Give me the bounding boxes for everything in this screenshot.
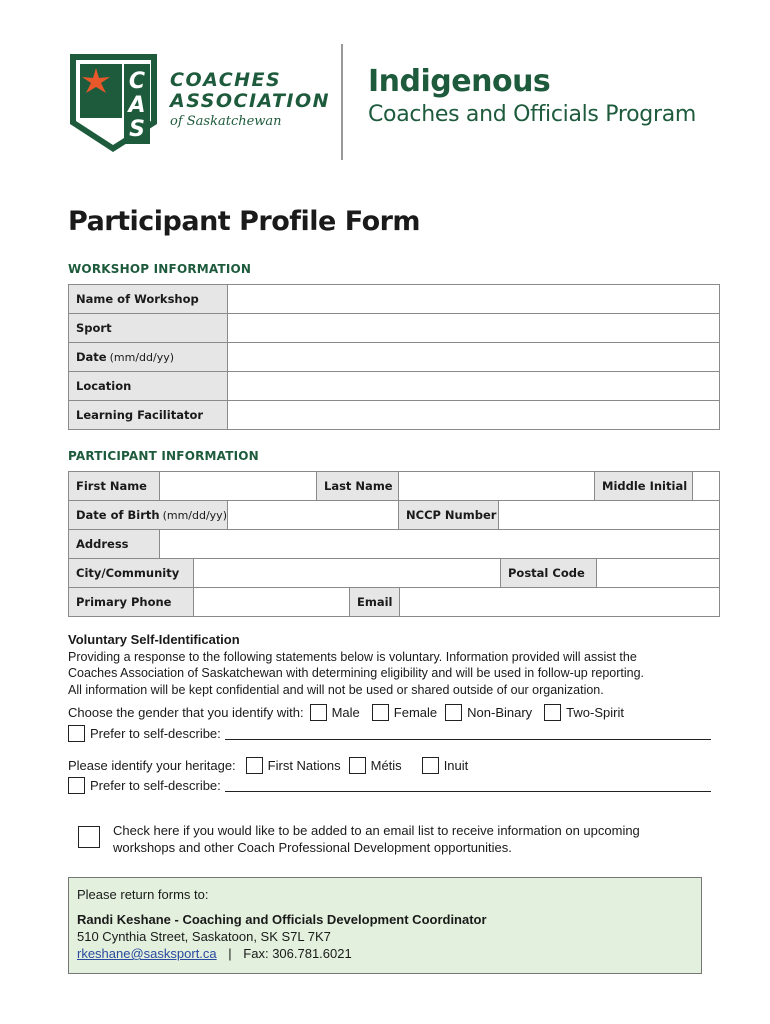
city-field[interactable]	[194, 559, 501, 588]
self-describe-label: Prefer to self-describe:	[90, 778, 221, 793]
phone-field[interactable]	[194, 588, 350, 617]
postal-code-label: Postal Code	[501, 559, 597, 588]
date-field[interactable]	[228, 343, 720, 372]
city-label: City/Community	[69, 559, 194, 588]
workshop-name-label: Name of Workshop	[69, 285, 228, 314]
last-name-label: Last Name	[317, 472, 399, 501]
address-field[interactable]	[160, 530, 720, 559]
heritage-self-describe	[68, 777, 711, 794]
table-row	[69, 314, 720, 343]
participant-heading: PARTICIPANT INFORMATION	[68, 449, 259, 463]
first-nations-checkbox[interactable]	[246, 757, 263, 774]
dob-field[interactable]	[228, 501, 399, 530]
table-row	[69, 472, 720, 501]
self-id-heading: Voluntary Self-Identification	[68, 632, 240, 647]
workshop-table	[68, 284, 720, 430]
table-row	[69, 501, 720, 530]
contact-name: Randi Keshane - Coaching and Officials Development Coordinator	[77, 912, 487, 927]
workshop-name-field[interactable]	[228, 285, 720, 314]
return-intro: Please return forms to:	[77, 887, 209, 902]
non-binary-checkbox[interactable]	[445, 704, 462, 721]
first-nations-label: First Nations	[267, 758, 341, 773]
first-name-label: First Name	[69, 472, 160, 501]
self-id-paragraph-line: Coaches Association of Saskatchewan with determining eligibility and will be used in follow-up reporting.	[68, 666, 645, 680]
address-label: Address	[69, 530, 160, 559]
metis-label: Métis	[370, 758, 402, 773]
male-label: Male	[331, 705, 360, 720]
contact-fax: Fax: 306.781.6021	[243, 946, 352, 961]
contact-address: 510 Cynthia Street, Saskatoon, SK S7L 7K7	[77, 929, 331, 944]
self-id-section	[68, 632, 644, 698]
metis-checkbox[interactable]	[349, 757, 366, 774]
non-binary-label: Non-Binary	[467, 705, 533, 720]
heritage-prompt: Please identify your heritage:	[68, 758, 236, 773]
facilitator-label: Learning Facilitator	[69, 401, 228, 430]
return-info-box	[68, 877, 702, 974]
heritage-self-describe-line[interactable]	[225, 780, 711, 792]
phone-label: Primary Phone	[69, 588, 194, 617]
middle-initial-label: Middle Initial	[595, 472, 693, 501]
form-title: Participant Profile Form	[68, 206, 421, 237]
svg-text:C: C	[128, 69, 146, 94]
contact-email-link[interactable]: rkeshane@sasksport.ca	[77, 946, 217, 961]
email-label: Email	[350, 588, 400, 617]
location-field[interactable]	[228, 372, 720, 401]
postal-code-field[interactable]	[597, 559, 720, 588]
gender-self-describe-line[interactable]	[225, 728, 711, 740]
inuit-label: Inuit	[443, 758, 469, 773]
sport-field[interactable]	[228, 314, 720, 343]
table-row	[69, 285, 720, 314]
header-divider	[341, 44, 343, 160]
self-id-paragraph-line: All information will be kept confidential and will not be used or shared outside of our organization.	[68, 682, 604, 697]
female-checkbox[interactable]	[372, 704, 389, 721]
gender-question	[68, 704, 624, 721]
gender-prompt: Choose the gender that you identify with:	[68, 705, 304, 720]
table-row	[69, 588, 720, 617]
cas-logo	[66, 50, 161, 156]
two-spirit-label: Two-Spirit	[566, 705, 624, 720]
inuit-checkbox[interactable]	[422, 757, 439, 774]
org-subtitle: of Saskatchewan	[170, 114, 282, 129]
program-subtitle: Coaches and Officials Program	[368, 102, 697, 127]
female-label: Female	[393, 705, 438, 720]
heritage-question	[68, 757, 468, 774]
svg-text:A: A	[128, 93, 146, 118]
self-describe-label: Prefer to self-describe:	[90, 726, 221, 741]
nccp-field[interactable]	[499, 501, 720, 530]
two-spirit-checkbox[interactable]	[544, 704, 561, 721]
last-name-field[interactable]	[399, 472, 595, 501]
location-label: Location	[69, 372, 228, 401]
facilitator-field[interactable]	[228, 401, 720, 430]
middle-initial-field[interactable]	[693, 472, 720, 501]
email-list-label: Check here if you would like to be added to an email list to receive information on upcoming workshops and other Coach Professional Development opportunities.	[113, 823, 640, 855]
self-id-paragraph-line: Providing a response to the following statements below is voluntary. Information provided will assist the	[68, 649, 637, 664]
heritage-self-describe-checkbox[interactable]	[68, 777, 85, 794]
email-field[interactable]	[400, 588, 720, 617]
contact-line	[77, 945, 693, 962]
sport-label: Sport	[69, 314, 228, 343]
table-row	[69, 559, 720, 588]
nccp-label: NCCP Number	[399, 501, 499, 530]
org-name: COACHES ASSOCIATION	[170, 69, 331, 112]
table-row	[69, 401, 720, 430]
table-row	[69, 372, 720, 401]
gender-self-describe	[68, 725, 711, 742]
participant-table	[68, 471, 720, 617]
email-list-checkbox[interactable]	[78, 826, 100, 848]
svg-text:S: S	[129, 117, 145, 142]
male-checkbox[interactable]	[310, 704, 327, 721]
date-label: Date (mm/dd/yy)	[69, 343, 228, 372]
workshop-heading: WORKSHOP INFORMATION	[68, 262, 252, 276]
program-title: Indigenous	[368, 64, 551, 99]
gender-self-describe-checkbox[interactable]	[68, 725, 85, 742]
table-row	[69, 343, 720, 372]
first-name-field[interactable]	[160, 472, 317, 501]
separator: |	[228, 946, 232, 961]
dob-label: Date of Birth (mm/dd/yy)	[69, 501, 228, 530]
table-row	[69, 530, 720, 559]
